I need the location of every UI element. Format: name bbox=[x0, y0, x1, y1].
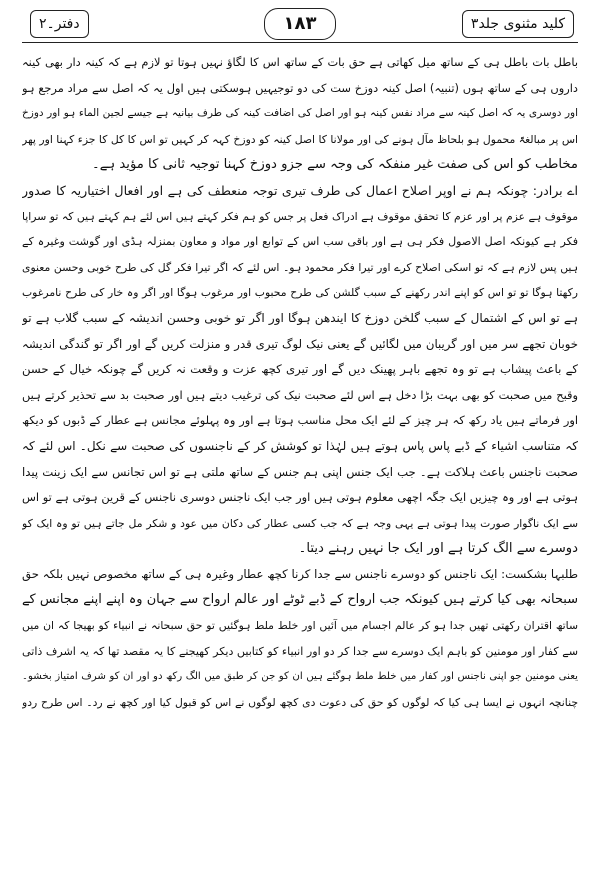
text-line: وقبح میں صحبت کو بھی بہت بڑا دخل ہے اس لئے صحبت نیک کی ترغیب دیتے ہیں اور صحبت بد سے تحذیر کرتے ہیں bbox=[22, 387, 578, 402]
text-line: مخاطب کو اس کی صفت غیر منفکہ کی وجہ سے جزو دوزخ کہنا توجیہ ثانی کا مؤید ہے۔ bbox=[92, 157, 578, 173]
text-line: موقوف ہے عزم پر اور عزم کا تحقق موقوف ہے ادراک فعل پر جس کو ہم فکر کہتے ہیں اس لئے ہم کہتے ہیں کہ تو سراپا bbox=[22, 209, 578, 223]
text-line: طلبہا بشکست: ایک ناجنس کو دوسرے ناجنس سے جدا کرنا کچھ عطار وغیرہ ہی کے ساتھ مخصوص نہیں بلکہ حق bbox=[22, 566, 578, 581]
header-divider bbox=[22, 42, 578, 43]
text-line: سے کفار اور مومنین کو باہم ایک دوسرے سے جدا کر دو اور انبیاء کو کتابیں دیکر کھیجنے کا یہ مقصد تھا کہ یہ اشرف ذاتی bbox=[22, 644, 578, 658]
page-number: ۱۸۳ bbox=[264, 8, 336, 40]
text-line: اور دوسری یہ کہ اصل کینہ سے مراد نفس کینہ ہو اور اصل کی اضافت کینہ کی طرف بیانیہ ہے جیسے لجین الماء ہو اور دوزخ bbox=[22, 107, 578, 120]
text-line: باطل بات باطل ہی کے ساتھ میل کھاتی ہے حق بات کے ساتھ اس کا لگاؤ نہیں ہوتا تو لازم ہے کہ کینہ دار بھی کینہ bbox=[22, 55, 578, 69]
text-line: دوسرے سے الگ کرتا ہے اور ایک جا نہیں رہنے دیتا۔ bbox=[298, 541, 578, 557]
book-title: کلید مثنوی جلد۳ bbox=[462, 10, 574, 38]
text-line: خوبان تجھے سر میں اور گریبان میں لگائیں گے یعنی نیک لوگ تیری قدر و منزلت کریں گے اور اگر تو گندگی اندیشہ bbox=[22, 336, 578, 351]
text-line: فکر ہے کیونکہ اصل الاصول فکر ہی ہے اور باقی سب اس کے توابع اور مواد و معاون بمنزلہ ہڈی اور گوشت وغیرہ کے bbox=[22, 235, 578, 249]
text-line: سے ایک ناگوار صورت پیدا ہوتی ہے یہی وجہ ہے کہ جب کسی عطار کی دکان میں عود و شکر مل جاتے ہیں تو وہ ایک کو bbox=[22, 516, 578, 530]
text-line: یعنی مومنین جو اپنی ناجنس اور کفار میں خلط ملط ہوگئے ہیں ان کو جن کر طبق میں الگ رکھ دو اور ان کو شرف امتیاز بخشو۔ bbox=[22, 671, 578, 683]
text-line: اور فرماتے ہیں یاد رکھ کہ ہر چیز کے لئے ایک محل مناسب ہوتا ہے اور وہ پہلوئے مجانس ہے عطار کے ڈبوں کو دیکھ bbox=[22, 413, 578, 428]
text-line: صحبت ناجنس باعث ہلاکت ہے۔ جب ایک جنس اپنی ہم جنس کے ساتھ ملتی ہے تو اس تجانس سے ایک زینت پیدا bbox=[22, 464, 578, 479]
text-line: ہے تو اس کے اشتمال کے سبب گلخن دوزخ کا ایندھن ہوگا اور اگر تو خوبی وحسن اندیشہ کے سبب گلاب ہے تو bbox=[22, 310, 578, 325]
body-text bbox=[22, 50, 578, 715]
text-line: رکھتا ہوگا تو تو اس کو اپنے اندر رکھنے کے سبب گلشن کی طرح محبوب اور مرغوب ہوگا اور اگر وہ خار کی طرح نامرغوب bbox=[22, 286, 578, 300]
text-line: ہیں پس لازم ہے کہ تو اسکی اصلاح کرے اور تیرا فکر محمود ہو۔ اس لئے کہ اگر تیرا فکر گل کی طرح خوبی وحسن معنوی bbox=[22, 260, 578, 274]
text-line: داروں ہی کے ساتھ ہوں (تنبیہ) اصل کینہ دوزخ ست کی دو توجیہیں ہوسکتی ہیں اول یہ کہ اصل سے مراد مرجع ہو bbox=[22, 80, 578, 95]
volume-label: دفتر۔۲ bbox=[30, 10, 89, 38]
text-line: چنانچہ انہوں نے ایسا ہی کیا کہ لوگوں کو حق کی دعوت دی کچھ لوگوں نے اس کو قبول کیا اور کچھ نے رد۔ اس طرح ردو bbox=[22, 695, 578, 709]
text-line: سبحانہ بھی کیا کرتے ہیں کیونکہ جب ارواح کے ڈبے ٹوٹے اور عالم ارواح سے جہان وہ اپنے اپنے مجانس کے bbox=[22, 592, 578, 608]
page-header bbox=[22, 8, 578, 42]
text-line: اے برادر: چونکہ ہم نے اوپر اصلاح اعمال کی طرف تیری توجہ منعطف کی ہے اور افعال اختیاریہ کا صدور bbox=[22, 182, 578, 198]
text-line: ساتھ اقتران رکھتی تھیں جدا ہو کر عالم اجسام میں آئیں اور خلط ملط ہوگئیں تو حق سبحانہ نے انبیاء کو بھیجا کہ ان میں bbox=[22, 619, 578, 633]
text-line: کے باعث پیشاب ہے تو وہ تجھے باہر پھینک دیں گے اور تیری کچھ عزت و وقعت نہ کریں گے چونکہ خیال کے حسن bbox=[22, 362, 578, 377]
text-line: کہ متناسب اشیاء کے ڈبے پاس پاس ہوتے ہیں لہٰذا تو کوشش کر کے ناجنسوں کی صحبت سے نکل۔ اس لئے کہ bbox=[22, 438, 578, 453]
text-line: اس پر مبالغۃً محمول ہو بلحاظ مآل ہونے کی اور مولانا کا اصل کینہ کو دوزخ کہہ کر کہیں تو اس کا کل کا جزء کہنا اور پھر bbox=[22, 132, 578, 146]
text-line: ہوتی ہے اور وہ چیزیں ایک جگہ اچھی معلوم ہوتی ہیں اور جب ایک ناجنس دوسری ناجنس کے قرین ہوتی ہے تو اس bbox=[22, 490, 578, 505]
